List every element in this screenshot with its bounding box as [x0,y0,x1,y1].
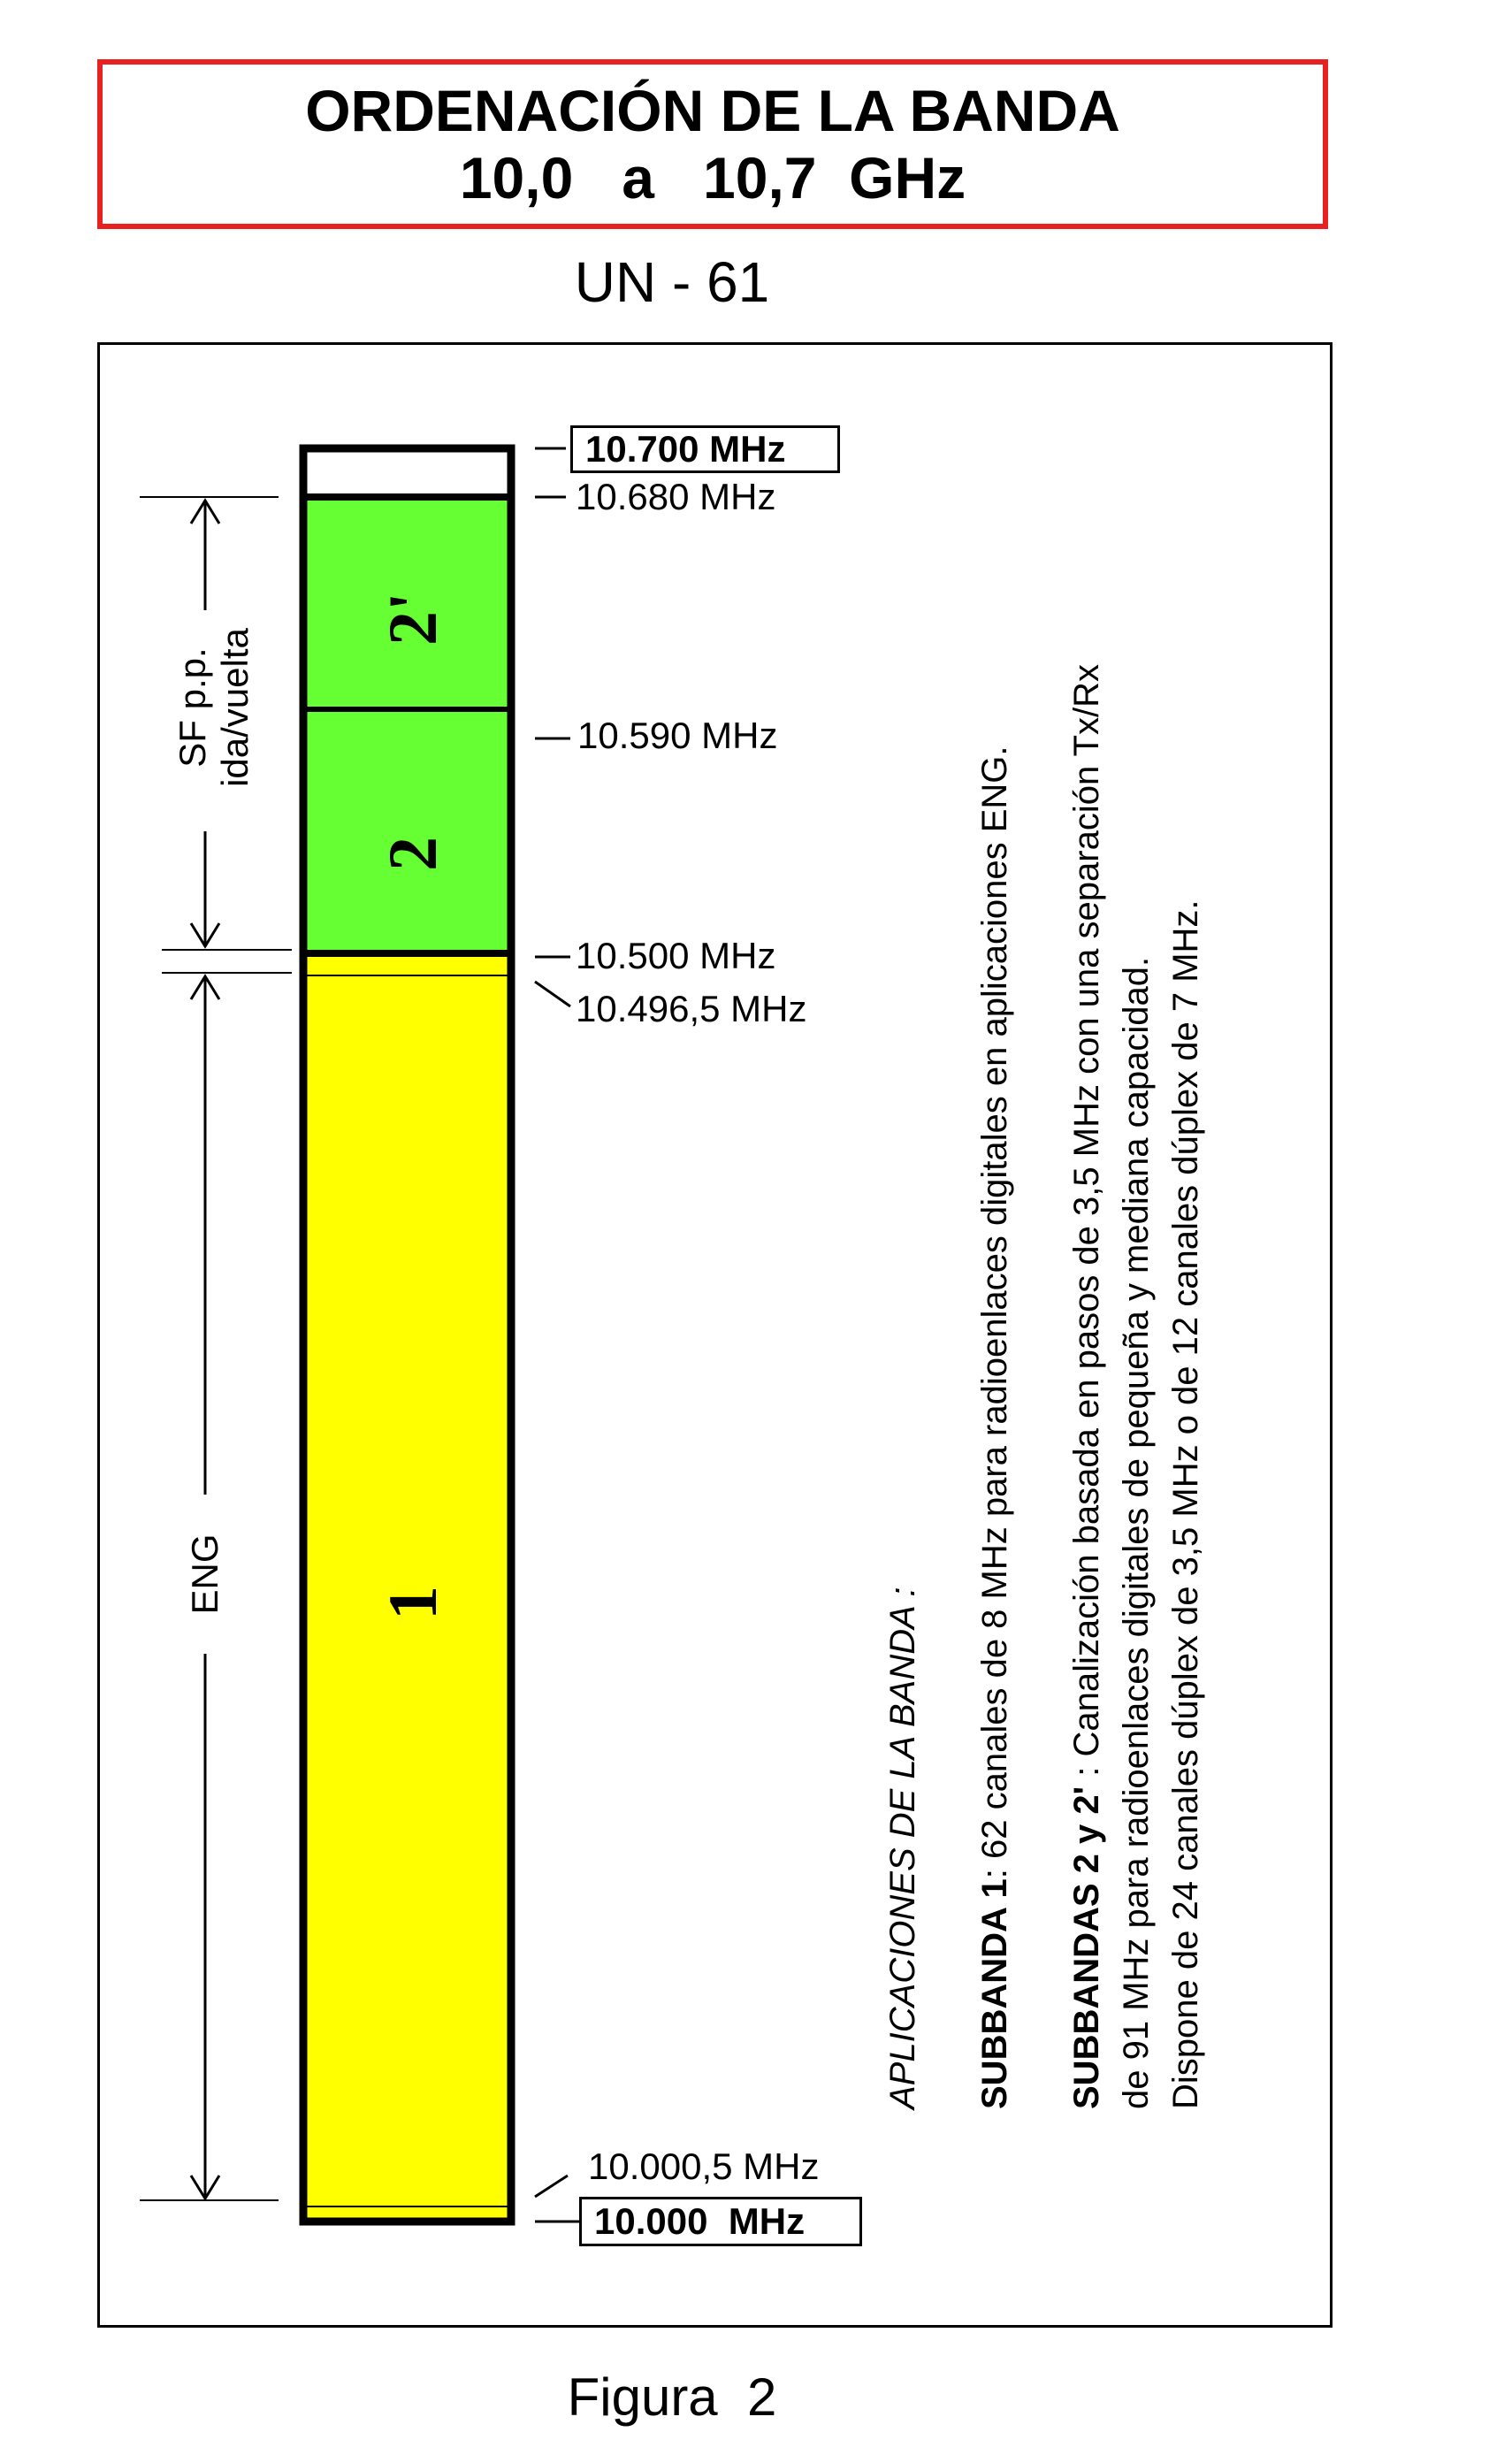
freq-label-10496: 10.496,5 MHz [576,988,807,1029]
figure-label: Figura 2 [567,2367,777,2427]
notes-subband-2-line3: Dispone de 24 canales dúplex de 3,5 MHz o de 12 canales dúplex de 7 MHz. [1166,899,1205,2109]
sf-label [172,619,256,796]
applications-notes [878,663,1210,2109]
eng-label: ENG [184,1533,225,1615]
subtitle: UN - 61 [574,250,770,314]
freq-label-10590: 10.590 MHz [577,715,778,756]
freq-label-10700 [570,425,840,473]
freq-label-10700-text: 10.700 MHz [585,428,786,470]
notes-subband-1 [970,694,1019,2109]
freq-label-10000-5: 10.000,5 MHz [588,2145,820,2187]
subband-2-label: 2 [374,837,451,871]
freq-label-10680: 10.680 MHz [576,476,776,517]
notes-subband-1-bold: SUBBANDA 1 [975,1878,1014,2109]
leader-10000-5 [535,2176,568,2197]
subband-2prime-label: 2' [374,592,451,646]
sf-label-line1: SF p.p. [172,647,213,768]
notes-subband-2-line2: de 91 MHz para radioenlaces digitales de pequeña y mediana capacidad. [1117,956,1156,2109]
subband-1-label: 1 [374,1586,451,1620]
notes-subband-2 [1062,663,1111,2109]
notes-subband-2-bold: SUBBANDAS 2 y 2' [1067,1786,1106,2109]
sf-label-line2: ida/vuelta [214,628,256,787]
freq-label-10000-text: 10.000 MHz [594,2200,806,2242]
freq-label-10000 [579,2197,862,2246]
guard-segment-top [303,448,511,497]
notes-heading: APLICACIONES DE LA BANDA : [883,1587,922,2109]
subband-2-fill [303,709,511,953]
freq-label-10500: 10.500 MHz [576,935,776,976]
notes-subband-2-text: : Canalización basada en pasos de 3,5 MHz con una separación Tx/Rx [1067,663,1106,1786]
title-line-2: 10,0 a 10,7 GHz [459,145,966,210]
notes-subband-1-text: : 62 canales de 8 MHz para radioenlaces digitales en aplicaciones ENG. [975,746,1014,1879]
title-line-1: ORDENACIÓN DE LA BANDA [305,78,1120,143]
leader-10496 [535,982,570,1006]
